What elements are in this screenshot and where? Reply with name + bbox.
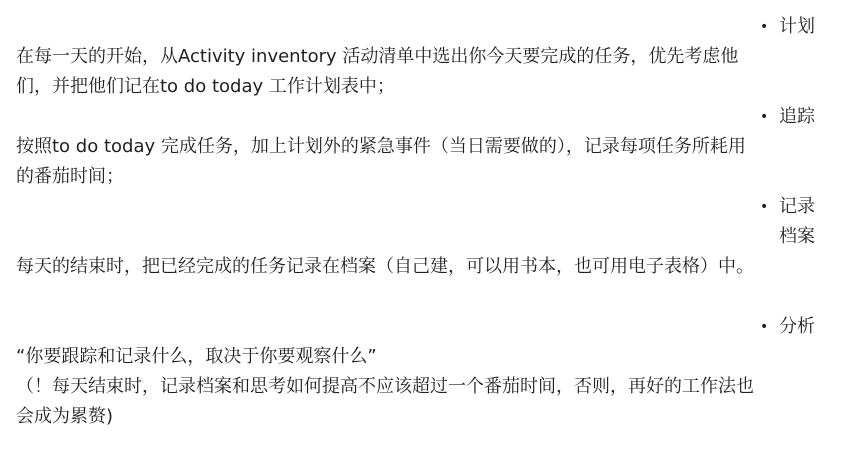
paragraph-track: 按照to do today 完成任务，加上计划外的紧急事件（当日需要做的），记录每项任务所耗用的番茄时间； <box>16 136 746 187</box>
paragraph-record: 每天的结束时，把已经完成的任务记录在档案（自己建，可以用书本，也可用电子表格）中。 <box>16 256 754 277</box>
paragraph-analyze-note: （！每天结束时，记录档案和思考如何提高不应该超过一个番茄时间，否则，再好的工作法也会成为累赘) <box>16 376 754 427</box>
bullet-dot: • <box>760 19 769 35</box>
bullet-dot: • <box>760 319 769 335</box>
bullet-label: 追踪 <box>779 106 815 127</box>
bullet-dot: • <box>760 109 769 125</box>
paragraph-analyze-quote: “你要跟踪和记录什么，取决于你要观察什么” <box>16 346 377 367</box>
bullet-label: 记录档案 <box>779 196 815 247</box>
bullet-label: 分析 <box>779 316 815 337</box>
bullet-dot: • <box>760 199 769 215</box>
bullet-label: 计划 <box>779 16 815 37</box>
paragraph-plan: 在每一天的开始，从Activity inventory 活动清单中选出你今天要完成的任务，优先考虑他们，并把他们记在to do today 工作计划表中； <box>16 46 739 97</box>
